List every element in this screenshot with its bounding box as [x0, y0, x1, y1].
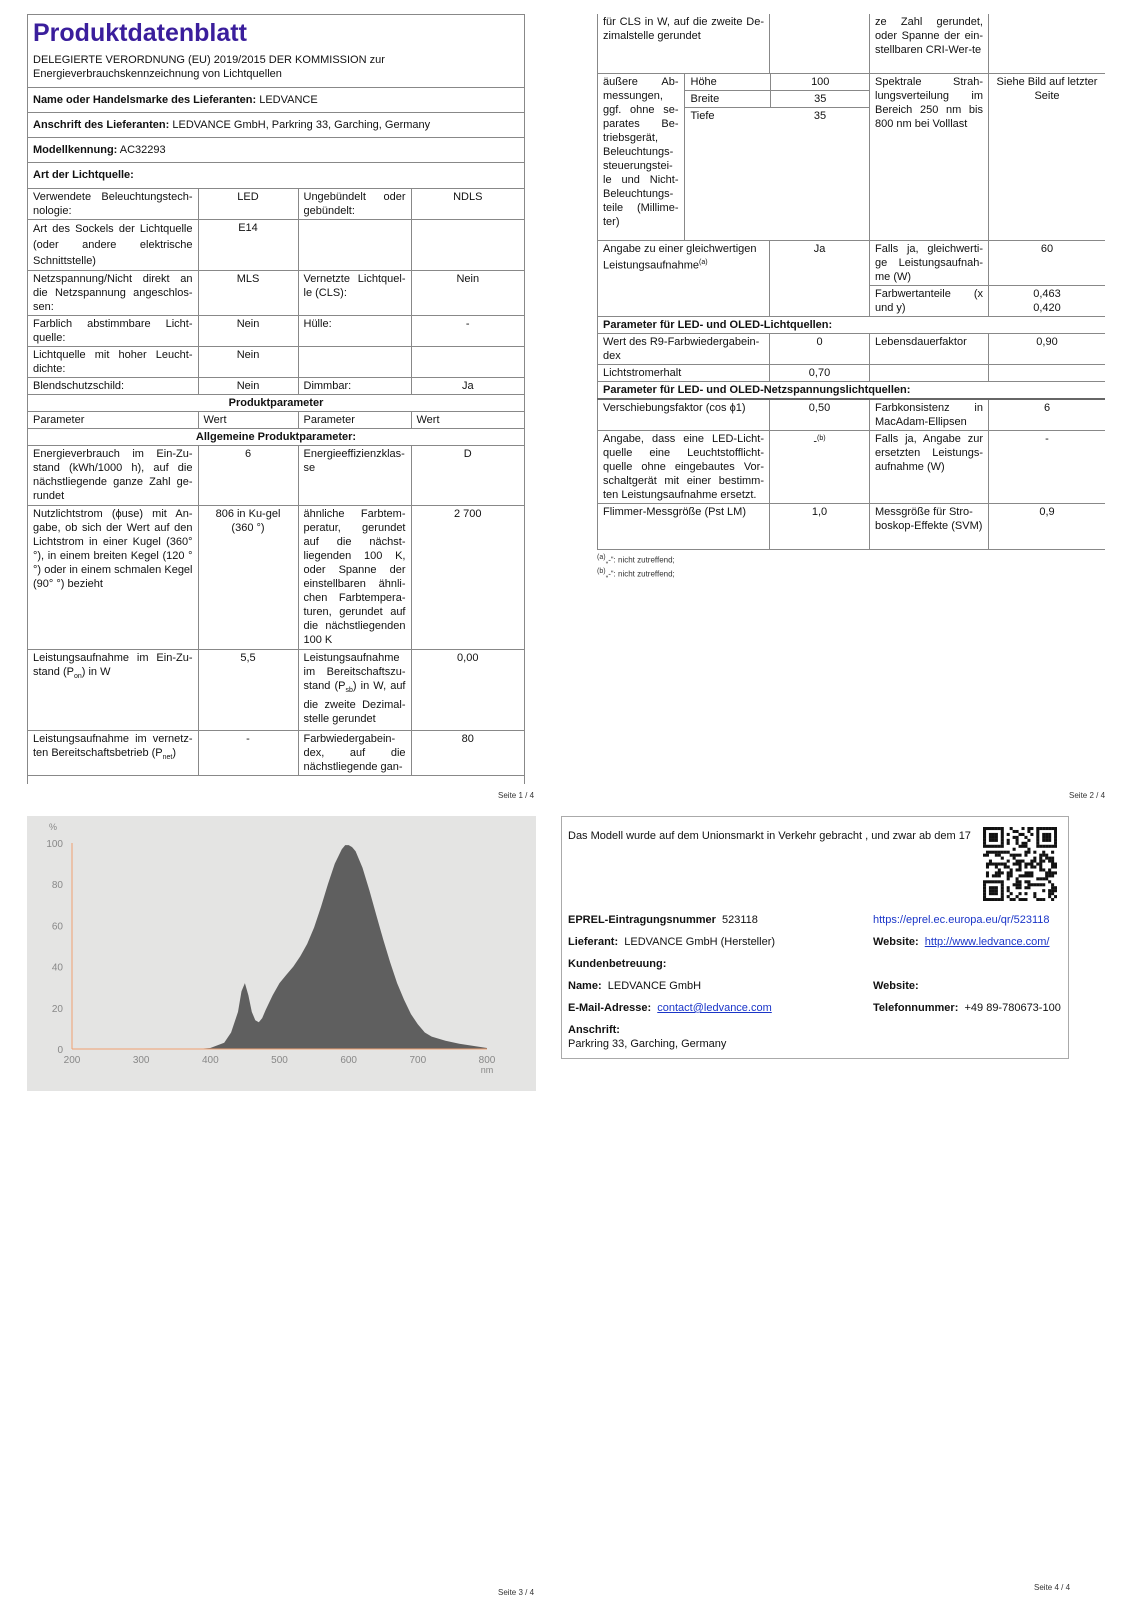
param-label	[870, 365, 989, 382]
param-value: 60	[989, 241, 1106, 286]
spectrum-area	[197, 845, 488, 1049]
param-label: ähnliche Farbtem-peratur, gerundet auf die nächst-liegenden 100 K, oder Spanne der einstellbaren ähnli-chen Farbtempera-turen, gerundet auf die nächstliegenden 100 K	[298, 506, 411, 650]
param-value: 6	[989, 399, 1106, 431]
eprel-row	[568, 913, 758, 927]
contact-address-label: Anschrift:	[568, 1024, 620, 1036]
row-value	[411, 220, 524, 271]
row-value: Nein	[411, 271, 524, 316]
page-title: Produktdatenblatt	[33, 19, 247, 47]
param-label: Farbwertanteile (x und y)	[870, 286, 989, 317]
led-parameters-heading: Parameter für LED- und OLED-Lichtquellen:	[598, 317, 1106, 334]
row-label: Netzspannung/Nicht direkt an die Netzspannung angeschlos-sen:	[28, 271, 198, 316]
param-value: 0,00	[411, 650, 524, 731]
row-value: E14	[198, 220, 298, 271]
table-row	[28, 220, 524, 271]
param-label: Angabe zu einer gleichwertigen Leistungsaufnahme$^{(a)}$	[598, 241, 770, 286]
dimensions-table	[598, 74, 870, 241]
param-value: D	[411, 446, 524, 506]
spectral-chart-panel	[27, 816, 536, 1091]
y-tick-label: 60	[51, 921, 63, 933]
row-label: Dimmbar:	[298, 378, 411, 395]
page-number: Seite 1 / 4	[498, 791, 535, 800]
param-value: 5,5	[198, 650, 298, 731]
y-tick-label: 0	[57, 1045, 63, 1056]
param-value	[770, 286, 870, 317]
param-value	[989, 14, 1106, 73]
qr-code-icon[interactable]	[983, 827, 1057, 901]
light-source-type-label: Art der Lichtquelle:	[28, 163, 524, 189]
y-axis-label: %	[48, 822, 58, 832]
column-header-row	[28, 412, 524, 429]
param-value: Ja	[770, 241, 870, 286]
supplier-name-label: Name oder Handelsmarke des Lieferanten:	[33, 94, 257, 106]
param-value: 0,90	[989, 334, 1106, 365]
regulation-text: DELEGIERTE VERORDNUNG (EU) 2019/2015 DER KOMMISSION zur Energieverbrauchskennzeichnung von Lichtquellen	[28, 49, 524, 88]
email-row	[568, 1001, 772, 1015]
param-value: 0,9	[989, 504, 1106, 550]
row-label: Vernetzte Lichtquel-le (CLS):	[298, 271, 411, 316]
table-row	[28, 446, 524, 506]
column-header: Wert	[411, 412, 524, 429]
spectral-value: Siehe Bild auf letzter Seite	[989, 73, 1106, 241]
x-tick-label: 400	[201, 1055, 219, 1066]
param-value: 2 700	[411, 506, 524, 650]
param-label: Lebensdauerfaktor	[870, 334, 989, 365]
market-date-text: Das Modell wurde auf dem Unionsmarkt in Verkehr gebracht , und zwar ab dem 17	[568, 830, 971, 842]
row-label	[298, 220, 411, 271]
row-label: Hülle:	[298, 316, 411, 347]
table-row	[28, 650, 524, 731]
param-label: Leistungsaufnahme im vernetz-ten Bereitschaftsbetrieb $(P_{net})$	[28, 731, 198, 776]
page-4	[561, 816, 1069, 1059]
table-row	[598, 365, 1106, 382]
general-parameters-heading: Allgemeine Produktparameter:	[28, 429, 524, 446]
param-label: Leistungsaufnahme im Ein-Zu-stand $(P_{on})$ in W	[28, 650, 198, 731]
x-tick-label: 200	[63, 1055, 81, 1066]
dimension-name: Breite	[684, 90, 770, 107]
dimension-name: Höhe	[684, 74, 770, 91]
supplier-address-label: Anschrift des Lieferanten:	[33, 119, 170, 131]
supplier-name-row	[28, 88, 524, 113]
dimension-value: 35	[770, 107, 870, 240]
table-row	[28, 506, 524, 650]
dimensions-cell	[598, 73, 870, 241]
y-tick-label: 20	[51, 1003, 63, 1015]
param-label: Falls ja, gleichwerti-ge Leistungsaufnah-me (W)	[870, 241, 989, 286]
y-tick-label: 80	[51, 880, 63, 892]
supplier-address-row	[28, 113, 524, 138]
table-row	[598, 431, 1106, 504]
row-label: Lichtquelle mit hoher Leucht-dichte:	[28, 347, 198, 378]
x-tick-label: 600	[340, 1055, 358, 1066]
param-value: -	[989, 431, 1106, 504]
x-axis-label: nm	[480, 1065, 494, 1075]
page-number: Seite 4 / 4	[1034, 1583, 1071, 1592]
model-value: AC32293	[119, 144, 166, 156]
param-label: Flimmer-Messgröße (Pst LM)	[598, 504, 770, 550]
table-row	[598, 14, 1106, 73]
param-value: 80	[411, 731, 524, 776]
row-label: Art des Sockels der Lichtquelle (oder andere elektrische Schnittstelle)	[28, 220, 198, 271]
param-value	[770, 14, 870, 73]
spectral-label: Spektrale Strah-lungsverteilung im Bereich 250 nm bis 800 nm bei Volllast	[870, 73, 989, 241]
param-value: -	[198, 731, 298, 776]
phone-label: Telefonnummer:	[873, 1002, 959, 1014]
param-value: 6	[198, 446, 298, 506]
customer-service-label: Kundenbetreuung:	[568, 958, 667, 970]
row-value: Nein	[198, 378, 298, 395]
table-row	[28, 731, 524, 776]
phone-row	[873, 1001, 1061, 1015]
eprel-link[interactable]: https://eprel.ec.europa.eu/qr/523118	[873, 914, 1050, 926]
dimension-value: 100	[770, 74, 870, 91]
supplier-label: Lieferant:	[568, 936, 619, 948]
x-tick-label: 800	[478, 1055, 496, 1066]
x-tick-label: 500	[271, 1055, 288, 1066]
phone-value: +49 89-780673-100	[964, 1002, 1061, 1014]
page-1	[27, 14, 525, 784]
contact-name-row	[568, 979, 701, 993]
product-parameters-heading: Produktparameter	[28, 395, 524, 412]
param-label: für CLS in W, auf die zweite De-zimalstelle gerundet	[598, 14, 770, 73]
website-label: Website:	[873, 936, 919, 948]
param-value: 1,0	[770, 504, 870, 550]
spectral-chart	[27, 816, 536, 1091]
contact-name-value: LEDVANCE GmbH	[607, 980, 702, 992]
table-row	[28, 378, 524, 395]
row-value: MLS	[198, 271, 298, 316]
table-row	[28, 189, 524, 220]
dimensions-label: äußere Ab-messungen, ggf. ohne se-parates Be-triebsgerät, Beleuchtungs-steuerungstei-le und Nicht-Beleuchtungs-teile (Millime-ter)	[598, 74, 684, 241]
parameters-table-continued	[597, 14, 1105, 550]
contact-address-value: Parkring 33, Garching, Germany	[568, 1038, 727, 1050]
row-label: Verwendete Beleuchtungstech-nologie:	[28, 189, 198, 220]
x-tick-label: 700	[409, 1055, 427, 1066]
x-tick-label: 300	[132, 1055, 150, 1066]
table-row	[598, 334, 1106, 365]
param-label: Messgröße für Stro-boskop-Effekte (SVM)	[870, 504, 989, 550]
model-label: Modellkennung:	[33, 144, 118, 156]
row-label: Farblich abstimmbare Licht-quelle:	[28, 316, 198, 347]
contact-name-label: Name:	[568, 980, 602, 992]
supplier-row	[568, 935, 775, 949]
table-row	[598, 399, 1106, 431]
page-number: Seite 3 / 4	[498, 1588, 535, 1597]
website2-label: Website:	[873, 980, 919, 992]
param-label: Energieverbrauch im Ein-Zu-stand (kWh/1000 h), auf die nächstliegende ganze Zahl ge-rundet	[28, 446, 198, 506]
supplier-name-value: LEDVANCE	[259, 94, 318, 106]
param-value: 0,70	[770, 365, 870, 382]
table-row	[598, 286, 1106, 317]
param-value: 806 in Ku-gel (360 °)	[198, 506, 298, 650]
param-value	[989, 365, 1106, 382]
param-value: 0,463 0,420	[989, 286, 1106, 317]
row-label	[298, 347, 411, 378]
website-link[interactable]: http://www.ledvance.com/	[924, 936, 1050, 948]
y-tick-label: 40	[51, 962, 63, 974]
param-label: Energieeffizienzklas-se	[298, 446, 411, 506]
row-value: LED	[198, 189, 298, 220]
model-row	[28, 138, 524, 163]
row-value: NDLS	[411, 189, 524, 220]
table-row	[28, 271, 524, 316]
table-row	[28, 316, 524, 347]
table-row	[598, 241, 1106, 286]
param-label: Wert des R9-Farbwiedergabein-dex	[598, 334, 770, 365]
row-value: Nein	[198, 347, 298, 378]
eprel-value: 523118	[722, 914, 758, 926]
supplier-value: LEDVANCE GmbH (Hersteller)	[624, 936, 776, 948]
light-source-table	[28, 189, 524, 776]
param-value: 0,50	[770, 399, 870, 431]
param-label: Falls ja, Angabe zur ersetzten Leistungs-aufnahme (W)	[870, 431, 989, 504]
row-value	[411, 347, 524, 378]
param-label: Lichtstromerhalt	[598, 365, 770, 382]
param-label: ze Zahl gerundet, oder Spanne der ein-stellbaren CRI-Wer-te	[870, 14, 989, 73]
table-row	[598, 504, 1106, 550]
footnote-b: $^{(b)}$„-“: nicht zutreffend;	[597, 567, 675, 579]
dimension-name: Tiefe	[684, 107, 770, 240]
y-tick-label: 100	[46, 839, 63, 850]
column-header: Parameter	[28, 412, 198, 429]
section-header	[598, 382, 1106, 400]
eprel-label: EPREL-Eintragungsnummer	[568, 914, 716, 926]
row-value: Nein	[198, 316, 298, 347]
param-value: 0	[770, 334, 870, 365]
email-label: E-Mail-Adresse:	[568, 1002, 652, 1014]
param-label: Angabe, dass eine LED-Licht-quelle eine Leuchtstofflicht-quelle ohne eingebautes Vor-schaltgerät mit einer bestimm-ten Leistungsaufnahme ersetzt.	[598, 431, 770, 504]
page-2	[597, 14, 1105, 578]
param-value: -$^{(b)}$	[770, 431, 870, 504]
section-header	[598, 317, 1106, 334]
param-label: Nutzlichtstrom (ϕuse) mit An-gabe, ob sich der Wert auf den Lichtstrom in einer Kugel (360° °), in einem breiten Kegel (120 °°) oder in einem schmalen Kegel (90° °) bezieht	[28, 506, 198, 650]
section-header	[28, 429, 524, 446]
section-header	[28, 395, 524, 412]
table-row	[28, 347, 524, 378]
dimensions-row	[598, 73, 1106, 241]
row-value: -	[411, 316, 524, 347]
page-number: Seite 2 / 4	[1069, 791, 1106, 800]
param-label: Leistungsaufnahme im Bereitschaftszu-stand $(P_{sb})$ in W, auf die zweite Dezimal-stelle gerundet	[298, 650, 411, 731]
email-link[interactable]: contact@ledvance.com	[657, 1002, 772, 1014]
param-label: Farbwiedergabein-dex, auf die nächstliegende gan-	[298, 731, 411, 776]
column-header: Wert	[198, 412, 298, 429]
mls-parameters-heading: Parameter für LED- und OLED-Netzspannungslichtquellen:	[598, 382, 1106, 400]
dimension-value: 35	[770, 90, 870, 107]
param-label: Verschiebungsfaktor (cos ϕ1)	[598, 399, 770, 431]
row-value: Ja	[411, 378, 524, 395]
footnote-a: $^{(a)}$„-“: nicht zutreffend;	[597, 554, 675, 565]
website-row	[873, 935, 1050, 949]
row-label: Blendschutzschild:	[28, 378, 198, 395]
row-label: Ungebündelt oder gebündelt:	[298, 189, 411, 220]
column-header: Parameter	[298, 412, 411, 429]
supplier-address-value: LEDVANCE GmbH, Parkring 33, Garching, Germany	[172, 119, 431, 131]
param-label	[598, 286, 770, 317]
param-label: Farbkonsistenz in MacAdam-Ellipsen	[870, 399, 989, 431]
